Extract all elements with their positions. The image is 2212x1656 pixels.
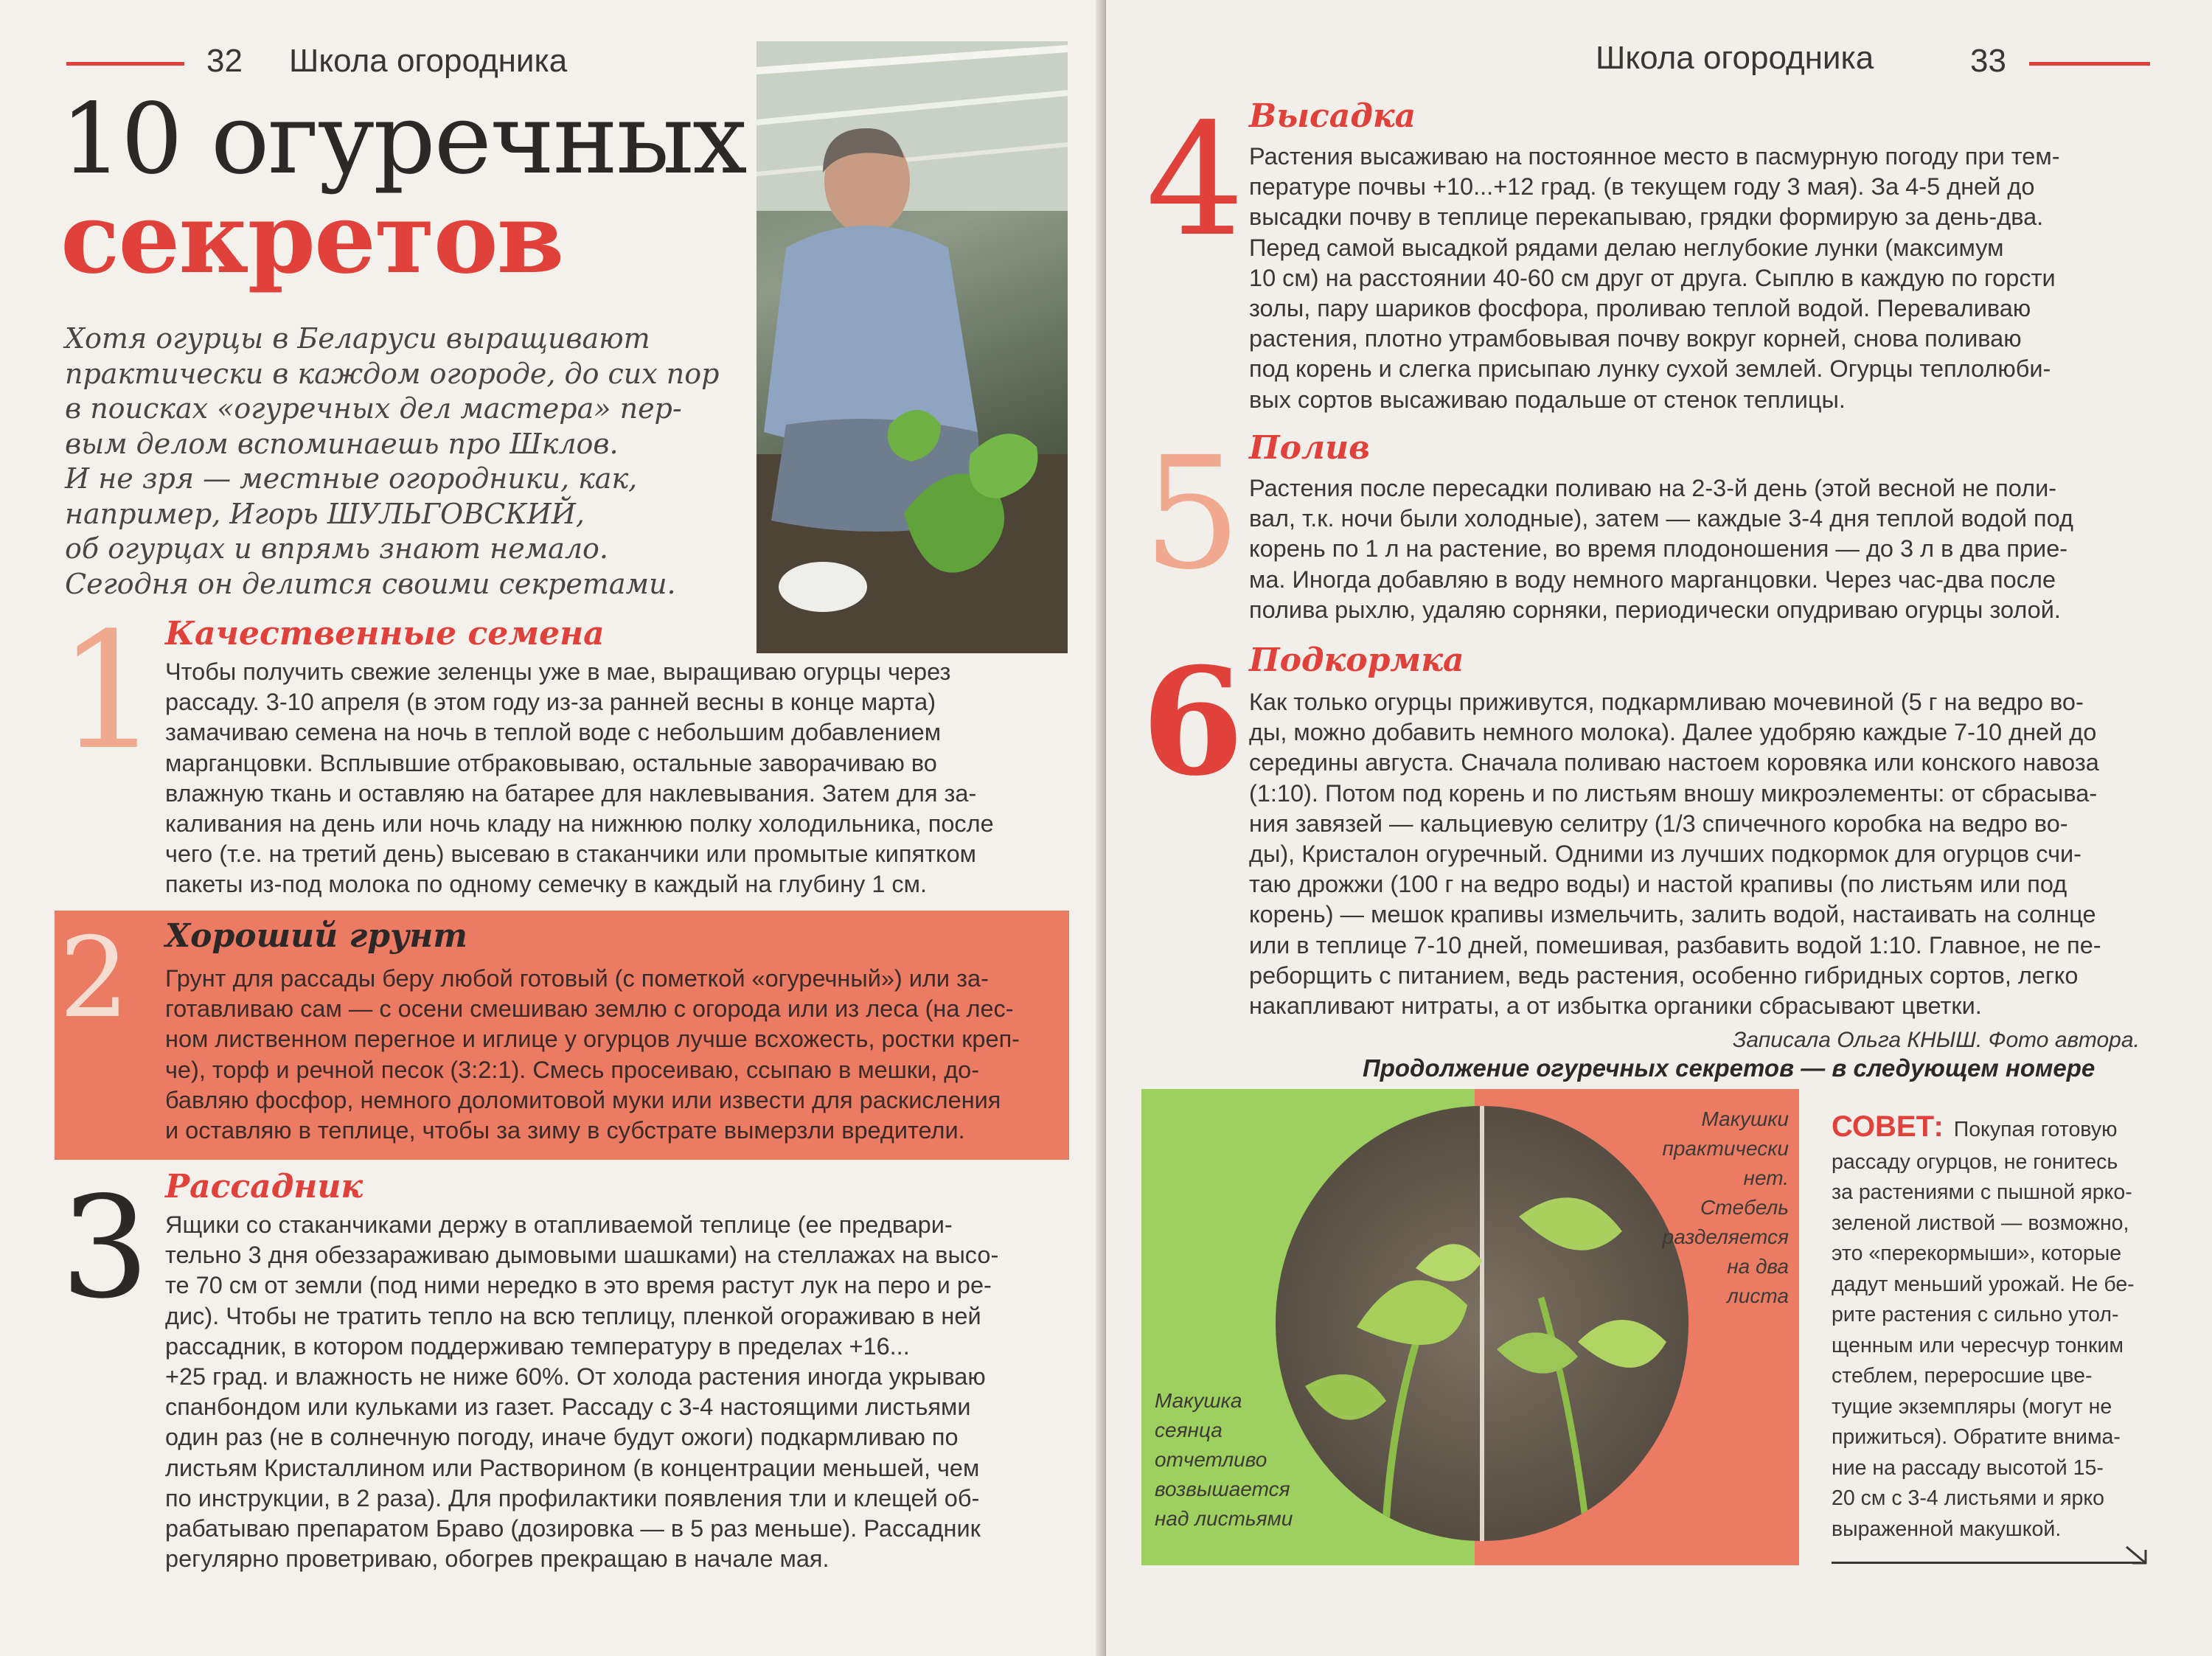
caption-right [1644,1104,1789,1311]
text-line: Растения высаживаю на постоянное место в пасмурную погоду при тем- [1249,143,2060,170]
text-line: рабатываю препаратом Браво (дозировка — в 5 раз меньше). Рассадник [165,1515,981,1542]
text-line: те 70 см от земли (под ними нередко в это время растут лук на перо и ре- [165,1272,992,1299]
caption-line: Макушки [1701,1107,1789,1130]
text-line: готавливаю сам — с осени смешиваю землю с огорода или из леса (на лес- [165,995,1014,1023]
tip-line: это «перекормыши», которые [1832,1242,2122,1265]
text-line: пакеты из-под молока по одному семечку в каждый на глубину 1 см. [165,871,928,898]
caption-line: листа [1727,1284,1789,1307]
section-body-2 [165,964,1020,1146]
text-line: марганцовки. Всплывшие отбраковываю, остальные заворачиваю во [165,749,937,776]
text-line: ды), Кристалон огуречный. Одними из лучших подкормок для огурцов счи- [1249,841,2082,868]
article-title-line1: 10 огуречных [60,83,746,196]
header-rule [66,62,184,66]
intro-line: вым делом вспоминаешь про Шклов. [65,427,619,460]
text-line: (1:10). Потом под корень и по листьям вношу микроэлементы: от сбрасыва- [1249,779,2098,807]
header-rule [2029,62,2150,66]
text-line: ном лиственном перегное и иглице у огурцов лучше всхожесть, ростки креп- [165,1026,1020,1053]
section-number-4: 4 [1146,90,1245,271]
text-line: рассадник, в котором поддерживаю температуру в пределах +16... [165,1332,910,1360]
section-body-4 [1249,142,2060,415]
text-line: че), торф и речной песок (3:2:1). Смесь просеиваю, ссыпаю в мешки, до- [165,1056,980,1083]
tip-line: стеблем, переросшие цве- [1832,1364,2093,1388]
tip-line: прижиться). Обратите внима- [1832,1425,2121,1449]
text-line: ния завязей — кальциевую селитру (1/3 спичечного коробка на ведро во- [1249,810,2068,837]
continuation-note: Продолжение огуречных секретов — в следующем номере [1363,1054,2096,1082]
caption-line: практически [1662,1137,1789,1160]
section-title-6: Подкормка [1249,641,1464,679]
tip-line: 20 см с 3-4 листьями и ярко [1832,1486,2104,1510]
text-line: и оставляю в теплице, чтобы за зиму в субстрате вымерзли вредители. [165,1117,965,1144]
tip-underline [1832,1562,2141,1564]
section-number-1: 1 [58,599,160,785]
section-number-3: 3 [60,1166,150,1329]
tip-line: рите растения с сильно утол- [1832,1303,2119,1326]
text-line: листьям Кристаллином или Растворином (в концентрации меньшей, чем [165,1454,980,1481]
caption-line: нет. [1743,1166,1789,1189]
tip-line: зеленой листвой — возможно, [1832,1211,2129,1235]
page-number: 32 [206,43,243,79]
intro-line: об огурцах и впрямь знают немало. [65,532,608,565]
intro-line: И не зря — местные огородники, как, [65,462,638,495]
text-line: рассаду. 3-10 апреля (в этом году из-за ранней весны в конце марта) [165,689,936,716]
tip-line: дадут меньший урожай. Не бе- [1832,1273,2135,1296]
text-line: Перед самой высадкой рядами делаю неглубокие лунки (максимум [1249,234,2004,261]
caption-line: сеянца [1155,1419,1222,1441]
section-body-1 [165,657,994,900]
text-line: полива рыхлю, удаляю сорняки, периодически опудриваю огурцы золой. [1249,596,2061,623]
section-title-5: Полив [1249,429,1371,467]
text-line: +25 град. и влажность не ниже 60%. От холода растения иногда укрываю [165,1363,986,1391]
text-line: ма. Иногда добавляю в воду немного марганцовки. Через час-два после [1249,566,2056,593]
text-line: влажную ткань и оставляю на батарее для наклевывания. Затем для за- [165,779,977,807]
caption-line: разделяется [1662,1225,1789,1248]
section-number-5: 5 [1143,423,1242,604]
tip-label: СОВЕТ: [1832,1110,1944,1143]
text-line: замачиваю семена на ночь в теплой воде с небольшим добавлением [165,719,942,746]
text-line: пературе почвы +10...+12 град. (в текущем году 3 мая). За 4-5 дней до [1249,173,2035,201]
text-line: вых сортов высаживаю подальше от стенок теплицы. [1249,386,1846,413]
text-line: середины августа. Сначала поливаю настоем коровяка или конского навоза [1249,749,2099,776]
tip-first-line [1832,1112,2117,1146]
text-line: спанбондом или кульками из газет. Рассаду с 3-4 настоящими листьями [165,1394,971,1421]
section-name: Школа огородника [289,43,568,79]
section-title-2: Хороший грунт [165,917,467,955]
intro-line: практически в каждом огороде, до сих пор [65,357,720,390]
intro-line: Сегодня он делится своими секретами. [65,567,676,600]
article-title-line2: секретов [60,181,563,296]
text-line: каливания на день или ночь кладу на нижнюю полку холодильника, после [165,810,994,838]
text-line: Как только огурцы приживутся, подкармливаю мочевиной (5 г на ведро во- [1249,689,2084,715]
section-title-4: Высадка [1249,97,1416,135]
text-line: ды, можно добавить немного молока). Далее удобряю каждые 7-10 дней до [1249,719,2097,746]
gardener-photo [757,41,1068,653]
text-line: дис). Чтобы не тратить тепло на всю теплицу, пленкой огораживаю в ней [165,1302,981,1329]
text-line: под корень и слегка присыпаю лунку сухой землей. Огурцы теплолюби- [1249,355,2051,383]
text-line: чего (т.е. на третий день) высеваю в стаканчики или промытые кипятком [165,841,977,868]
section-body-3 [165,1210,998,1574]
text-line: регулярно проветриваю, обогрев прекращаю в начале мая. [165,1545,830,1573]
text-line: Грунт для рассады беру любой готовый (с пометкой «огуречный») или за- [165,965,989,992]
author-credit: Записала Ольга КНЫШ. Фото автора. [1733,1028,2140,1052]
caption-line: на два [1727,1255,1789,1278]
seedling-illustration [1276,1106,1688,1541]
section-title-3: Рассадник [165,1168,364,1206]
page-number: 33 [1970,43,2006,79]
section-number-2: 2 [59,914,130,1043]
text-line: 10 см) на расстоянии 40-60 см друг от друга. Сыплю в каждую по горсти [1249,264,2056,291]
text-line: корень) — мешок крапивы измельчить, залить водой, настаивать на солнце [1249,901,2096,928]
text-line: корень по 1 л на растение, во время плодоношения — до 3 л в два прие- [1249,535,2068,563]
section-number-6: 6 [1141,636,1245,809]
intro-line: в поисках «огуречных дел мастера» пер- [65,392,682,425]
tip-line: рассаду огурцов, не гонитесь [1832,1150,2118,1174]
text-line: тельно 3 дня обеззараживаю дымовыми шашками) на стеллажах на высо- [165,1242,999,1269]
text-line: один раз (не в солнечную погоду, иначе будут ожоги) подкармливаю по [165,1424,959,1451]
text-line: по инструкции, в 2 раза). Для профилактики появления тли и клещей об- [165,1484,980,1511]
section-body-6 [1249,687,2101,1021]
text-line: Ящики со стаканчиками держу в отапливаемой теплице (ее предвари- [165,1211,953,1238]
tip-line: за растениями с пышной ярко- [1832,1180,2132,1204]
text-line: Растения после пересадки поливаю на 2-3-й день (этой весной не поли- [1249,475,2057,501]
tip-line: тущие экземпляры (могут не [1832,1395,2112,1419]
text-line: вал, т.к. ночи были холодные), затем — каждые 3-4 дня теплой водой под [1249,505,2073,532]
caption-line: над листьями [1155,1507,1293,1530]
intro-line: Хотя огурцы в Беларуси выращивают [65,322,650,355]
text-line: высадки почву в теплице перекапываю, грядки формирую за день-два. [1249,203,2044,231]
text-line: накапливают нитраты, а от избытка органики сбрасывают цветки. [1249,992,1982,1020]
section-body-5 [1249,473,2073,625]
text-line: Чтобы получить свежие зеленцы уже в мае, выращиваю огурцы через [165,658,951,685]
tip-line: выраженной макушкой. [1832,1517,2062,1541]
text-line: бавляю фосфор, немного доломитовой муки или извести для раскисления [165,1086,1001,1113]
text-line: золы, пару шариков фосфора, проливаю теплой водой. Переваливаю [1249,295,2031,322]
intro-line: например, Игорь ШУЛЬГОВСКИЙ, [65,497,585,530]
seedling-photo-circle [1276,1106,1688,1541]
caption-line: возвышается [1155,1478,1290,1500]
caption-line: Макушка [1155,1389,1242,1412]
tip-line: щенным или чересчур тонким [1832,1334,2124,1357]
text-line: реборщить с питанием, ведь растения, особенно гибридных сортов, легко [1249,961,2079,989]
section-title-1: Качественные семена [165,615,605,653]
caption-left [1155,1386,1293,1534]
text-line: таю дрожжи (100 г на ведро воды) и настой крапивы (по листьям или под [1249,871,2067,898]
text-line: или в теплице 7-10 дней, помешивая, разбавить водой 1:10. Главное, не пе- [1249,931,2101,959]
tip-line: ние на рассаду высотой 15- [1832,1456,2104,1480]
caption-line: отчетливо [1155,1448,1267,1471]
text-line: растения, плотно утрамбовывая почву вокруг корней, снова поливаю [1249,325,2022,352]
gardener-illustration [757,41,1068,653]
tip-first-text: Покупая готовую [1953,1118,2118,1141]
article-intro [65,321,765,602]
tip-corner-arrow-icon [2124,1542,2149,1568]
section-name: Школа огородника [1596,40,1874,76]
caption-line: Стебель [1700,1196,1789,1219]
